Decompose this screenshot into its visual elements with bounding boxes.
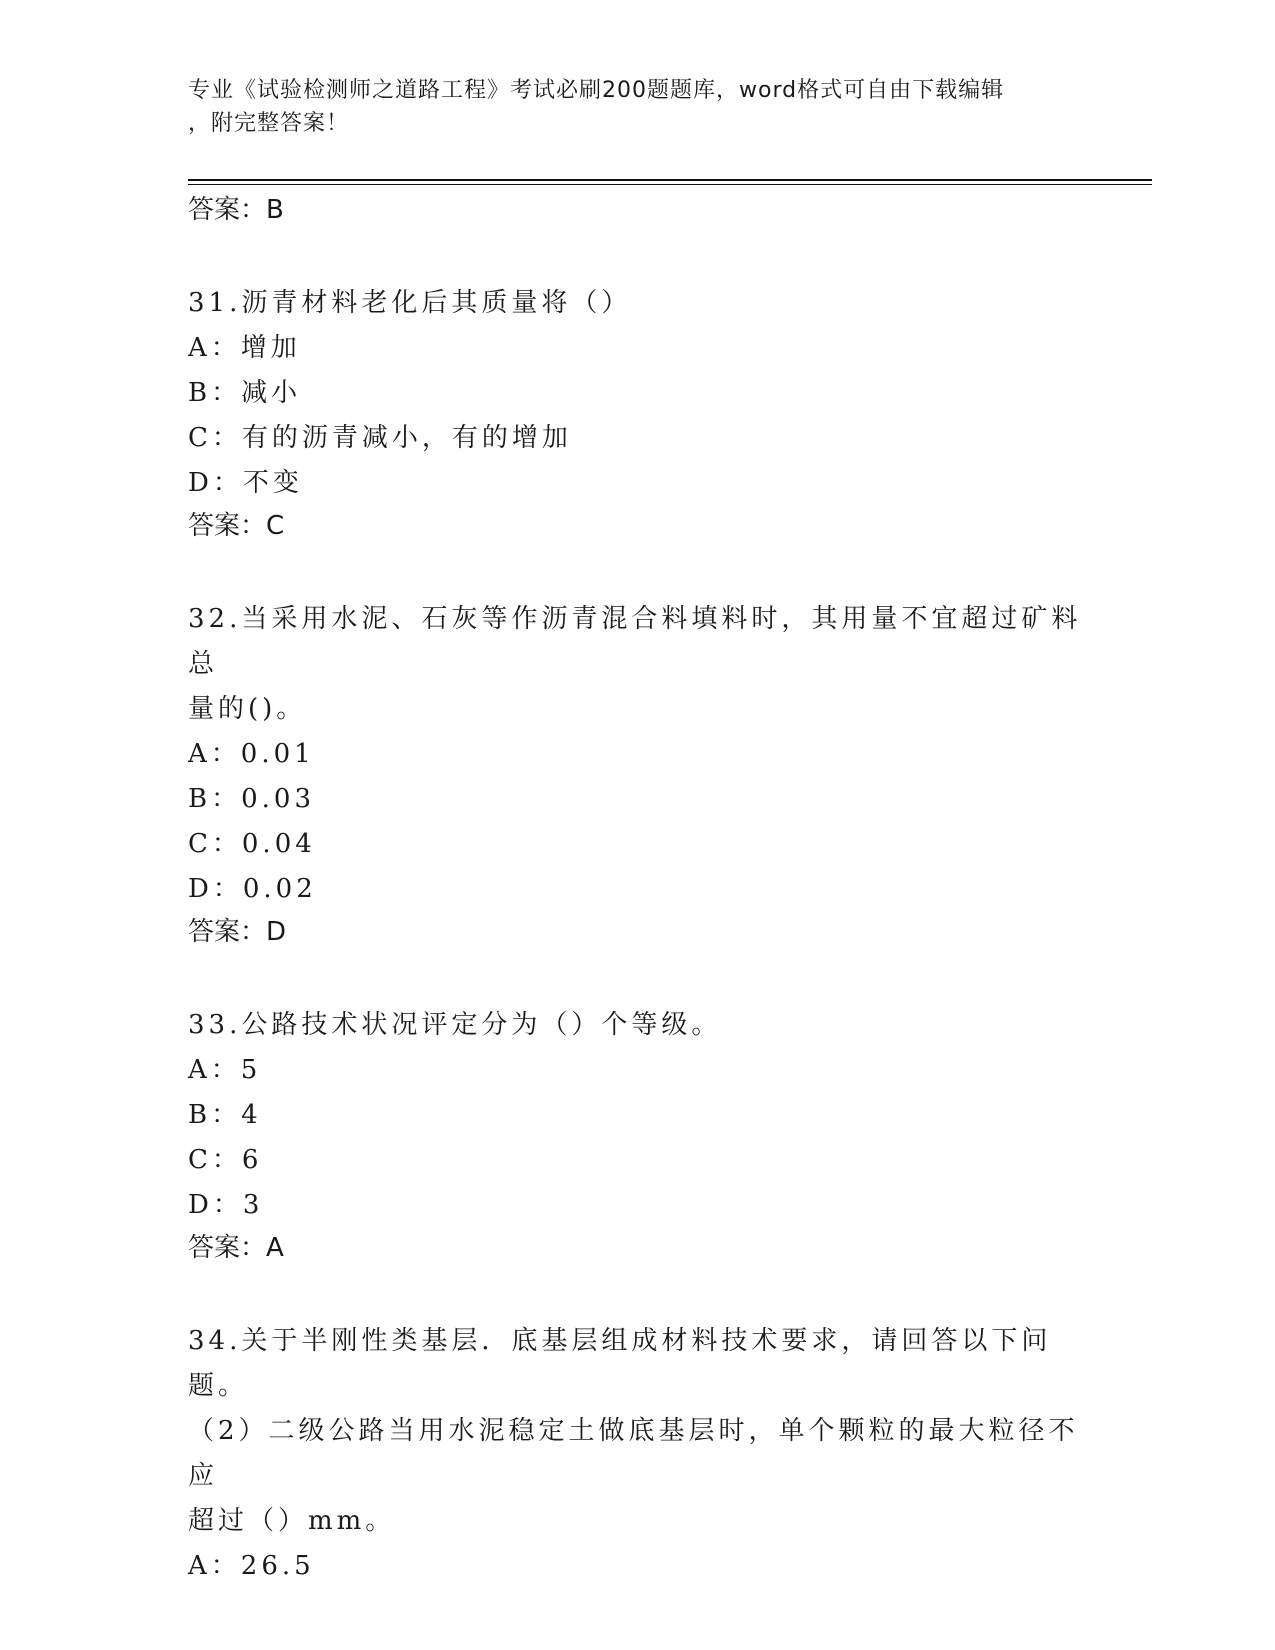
question-33 <box>188 1003 1088 1268</box>
document-header <box>188 74 1088 140</box>
question-31 <box>188 281 1088 546</box>
option-d: D：3 <box>188 1190 264 1220</box>
question-text: 31.沥青材料老化后其质量将（） <box>188 288 632 318</box>
header-rule-thick <box>188 179 1152 181</box>
question-34 <box>188 1319 1088 1589</box>
option-c: C：有的沥青减小，有的增加 <box>188 423 572 453</box>
question-content <box>188 190 1088 1589</box>
option-a: A：26.5 <box>188 1551 315 1581</box>
question-text-continued: （2）二级公路当用水泥稳定土做底基层时，单个颗粒的最大粒径不应 <box>188 1416 1079 1491</box>
question-text-continued: 超过（）mm。 <box>188 1506 396 1536</box>
option-b: B：4 <box>188 1100 262 1130</box>
option-c: C：0.04 <box>188 829 316 859</box>
header-title-line1: 专业《试验检测师之道路工程》考试必刷200题题库，word格式可自由下载编辑 <box>188 78 1005 103</box>
option-c: C：6 <box>188 1145 263 1175</box>
answer-31: 答案：C <box>188 511 285 541</box>
header-rule-thin <box>188 184 1152 185</box>
header-title-line2: ，附完整答案！ <box>188 111 350 136</box>
option-b: B：0.03 <box>188 784 315 814</box>
question-text: 32.当采用水泥、石灰等作沥青混合料填料时，其用量不宜超过矿料总 <box>188 604 1082 679</box>
option-a: A：增加 <box>188 333 301 363</box>
option-d: D：不变 <box>188 468 303 498</box>
option-a: A：0.01 <box>188 739 315 769</box>
question-text: 34.关于半刚性类基层．底基层组成材料技术要求，请回答以下问题。 <box>188 1326 1052 1401</box>
question-text-continued: 量的()。 <box>188 694 307 724</box>
question-32 <box>188 597 1088 952</box>
option-d: D：0.02 <box>188 874 317 904</box>
question-text: 33.公路技术状况评定分为（）个等级。 <box>188 1010 722 1040</box>
answer-32: 答案：D <box>188 917 287 947</box>
answer-30: 答案：B <box>188 195 284 225</box>
option-a: A：5 <box>188 1055 262 1085</box>
answer-33: 答案：A <box>188 1233 284 1263</box>
option-b: B：减小 <box>188 378 302 408</box>
